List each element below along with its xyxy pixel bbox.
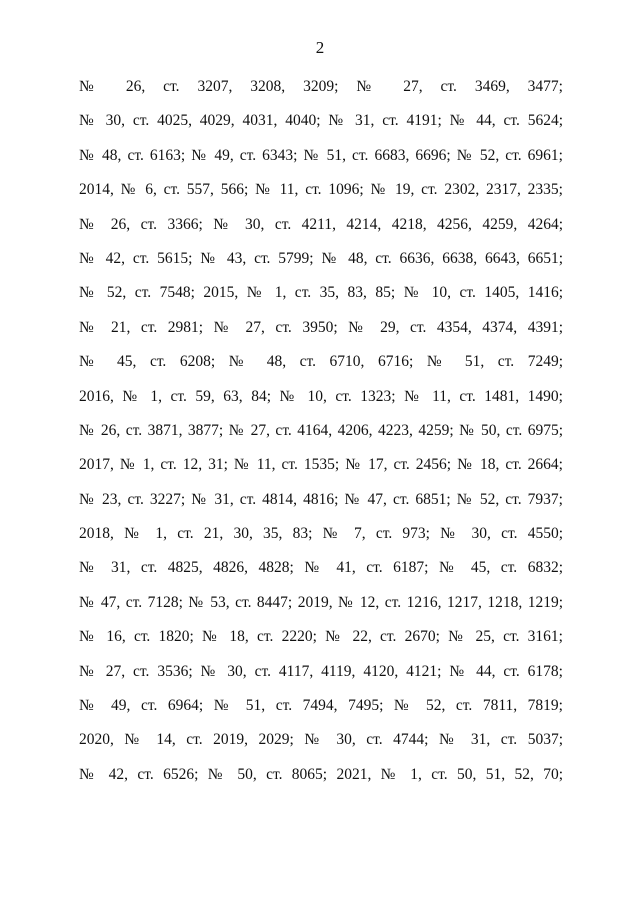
text-line: № 21, ст. 2981; № 27, ст. 3950; № 29, ст. 4354, 4374, 4391; [79, 318, 563, 336]
text-line: № 47, ст. 7128; № 53, ст. 8447; 2019, № 12, ст. 1216, 1217, 1218, 1219; [79, 593, 563, 611]
text-line: № 48, ст. 6163; № 49, ст. 6343; № 51, ст. 6683, 6696; № 52, ст. 6961; [79, 146, 563, 164]
text-line: 2014, № 6, ст. 557, 566; № 11, ст. 1096; № 19, ст. 2302, 2317, 2335; [79, 181, 563, 199]
text-line: № 30, ст. 4025, 4029, 4031, 4040; № 31, ст. 4191; № 44, ст. 5624; [79, 112, 563, 130]
text-line: № 27, ст. 3536; № 30, ст. 4117, 4119, 4120, 4121; № 44, ст. 6178; [79, 662, 563, 680]
text-line: 2017, № 1, ст. 12, 31; № 11, ст. 1535; № 17, ст. 2456; № 18, ст. 2664; [79, 456, 563, 474]
text-line: № 31, ст. 4825, 4826, 4828; № 41, ст. 6187; № 45, ст. 6832; [79, 559, 563, 577]
text-line: № 26, ст. 3207, 3208, 3209; № 27, ст. 3469, 3477; [79, 78, 563, 95]
text-line: № 52, ст. 7548; 2015, № 1, ст. 35, 83, 85; № 10, ст. 1405, 1416; [79, 284, 563, 302]
text-line: № 16, ст. 1820; № 18, ст. 2220; № 22, ст. 2670; № 25, ст. 3161; [79, 628, 563, 646]
text-line: № 23, ст. 3227; № 31, ст. 4814, 4816; № 47, ст. 6851; № 52, ст. 7937; [79, 490, 563, 508]
text-line: 2016, № 1, ст. 59, 63, 84; № 10, ст. 1323; № 11, ст. 1481, 1490; [79, 387, 563, 405]
text-line: № 26, ст. 3871, 3877; № 27, ст. 4164, 4206, 4223, 4259; № 50, ст. 6975; [79, 421, 563, 439]
text-line: № 45, ст. 6208; № 48, ст. 6710, 6716; № 51, ст. 7249; [79, 353, 563, 371]
page-number: 2 [315, 38, 325, 57]
text-line: № 42, ст. 5615; № 43, ст. 5799; № 48, ст. 6636, 6638, 6643, 6651; [79, 249, 563, 267]
text-line: № 26, ст. 3366; № 30, ст. 4211, 4214, 4218, 4256, 4259, 4264; [79, 215, 563, 233]
text-line: 2018, № 1, ст. 21, 30, 35, 83; № 7, ст. 973; № 30, ст. 4550; [79, 525, 563, 543]
text-line: 2020, № 14, ст. 2019, 2029; № 30, ст. 4744; № 31, ст. 5037; [79, 731, 563, 749]
text-line: № 49, ст. 6964; № 51, ст. 7494, 7495; № 52, ст. 7811, 7819; [79, 697, 563, 715]
text-line: № 42, ст. 6526; № 50, ст. 8065; 2021, № 1, ст. 50, 51, 52, 70; [79, 765, 563, 783]
body-text [79, 73, 563, 795]
